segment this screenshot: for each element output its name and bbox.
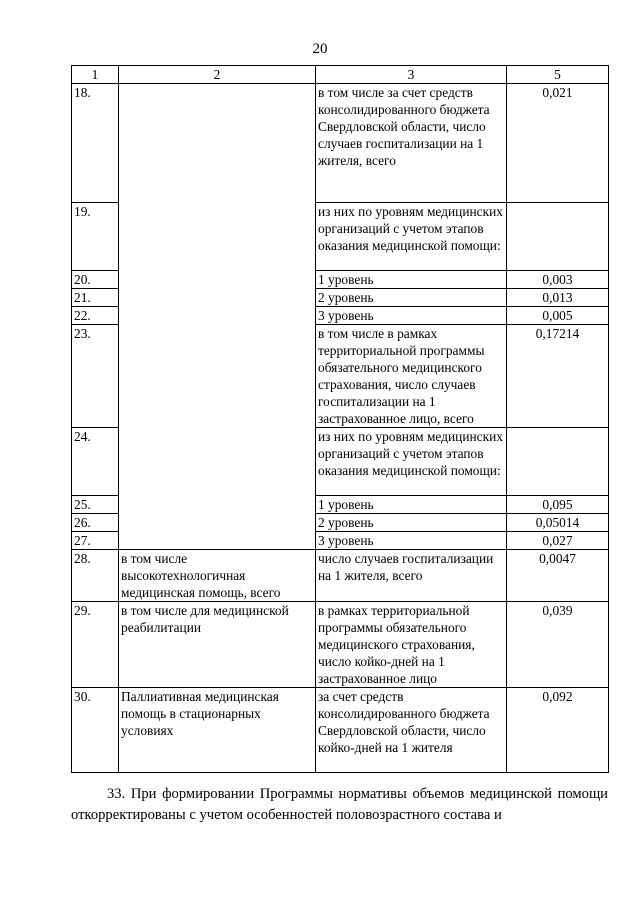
row-value (507, 428, 609, 496)
row-value: 0,013 (507, 289, 609, 307)
header-col-5: 5 (507, 66, 609, 84)
row-category: Паллиативная медицинская помощь в стационарных условиях (119, 688, 316, 773)
row-number: 24. (72, 428, 119, 496)
row-value: 0,0047 (507, 550, 609, 602)
row-category: в том числе высокотехнологичная медицинская помощь, всего (119, 550, 316, 602)
paragraph-text: 33. При формировании Программы нормативы объемов медицинской помощи откорректированы с учетом особенностей половозрастного состава и (71, 786, 608, 823)
row-value: 0,003 (507, 271, 609, 289)
header-col-3: 3 (316, 66, 507, 84)
table-row (72, 688, 609, 773)
row-number: 19. (72, 203, 119, 271)
row-indicator: 3 уровень (316, 307, 507, 325)
row-number: 22. (72, 307, 119, 325)
row-indicator: 2 уровень (316, 289, 507, 307)
row-number: 21. (72, 289, 119, 307)
row-indicator: число случаев госпитализации на 1 жителя, всего (316, 550, 507, 602)
paragraph-33 (71, 784, 608, 826)
table-row (72, 84, 609, 203)
norms-table (71, 65, 609, 773)
row-number: 18. (72, 84, 119, 203)
row-indicator: 1 уровень (316, 271, 507, 289)
row-indicator: за счет средств консолидированного бюджета Свердловской области, число койко-дней на 1 жителя (316, 688, 507, 773)
row-number: 20. (72, 271, 119, 289)
row-value: 0,05014 (507, 514, 609, 532)
row-value (507, 203, 609, 271)
table-body (72, 84, 609, 773)
table-row (72, 550, 609, 602)
row-number: 27. (72, 532, 119, 550)
row-value: 0,039 (507, 602, 609, 688)
row-indicator: 1 уровень (316, 496, 507, 514)
row-value: 0,005 (507, 307, 609, 325)
page-number: 20 (312, 41, 328, 57)
row-value: 0,092 (507, 688, 609, 773)
row-indicator: из них по уровням медицинских организаций с учетом этапов оказания медицинской помощи: (316, 428, 507, 496)
row-number: 29. (72, 602, 119, 688)
header-col-1: 1 (72, 66, 119, 84)
row-category: в том числе для медицинской реабилитации (119, 602, 316, 688)
row-number: 25. (72, 496, 119, 514)
row-indicator: из них по уровням медицинских организаций с учетом этапов оказания медицинской помощи: (316, 203, 507, 271)
row-value: 0,17214 (507, 325, 609, 428)
row-indicator: в том числе за счет средств консолидированного бюджета Свердловской области, число случаев госпитализации на 1 жителя, всего (316, 84, 507, 203)
row-indicator: в рамках территориальной программы обязательного медицинского страхования, число койко-дней на 1 застрахованное лицо (316, 602, 507, 688)
row-number: 23. (72, 325, 119, 428)
row-number: 30. (72, 688, 119, 773)
row-category-blank (119, 84, 316, 550)
row-indicator: 3 уровень (316, 532, 507, 550)
row-value: 0,021 (507, 84, 609, 203)
row-indicator: 2 уровень (316, 514, 507, 532)
row-number: 28. (72, 550, 119, 602)
row-value: 0,027 (507, 532, 609, 550)
row-indicator: в том числе в рамках территориальной программы обязательного медицинского страхования, число случаев госпитализации на 1 застрахованное лицо, всего (316, 325, 507, 428)
table-row (72, 602, 609, 688)
row-value: 0,095 (507, 496, 609, 514)
table-header (72, 66, 609, 84)
header-col-2: 2 (119, 66, 316, 84)
row-number: 26. (72, 514, 119, 532)
